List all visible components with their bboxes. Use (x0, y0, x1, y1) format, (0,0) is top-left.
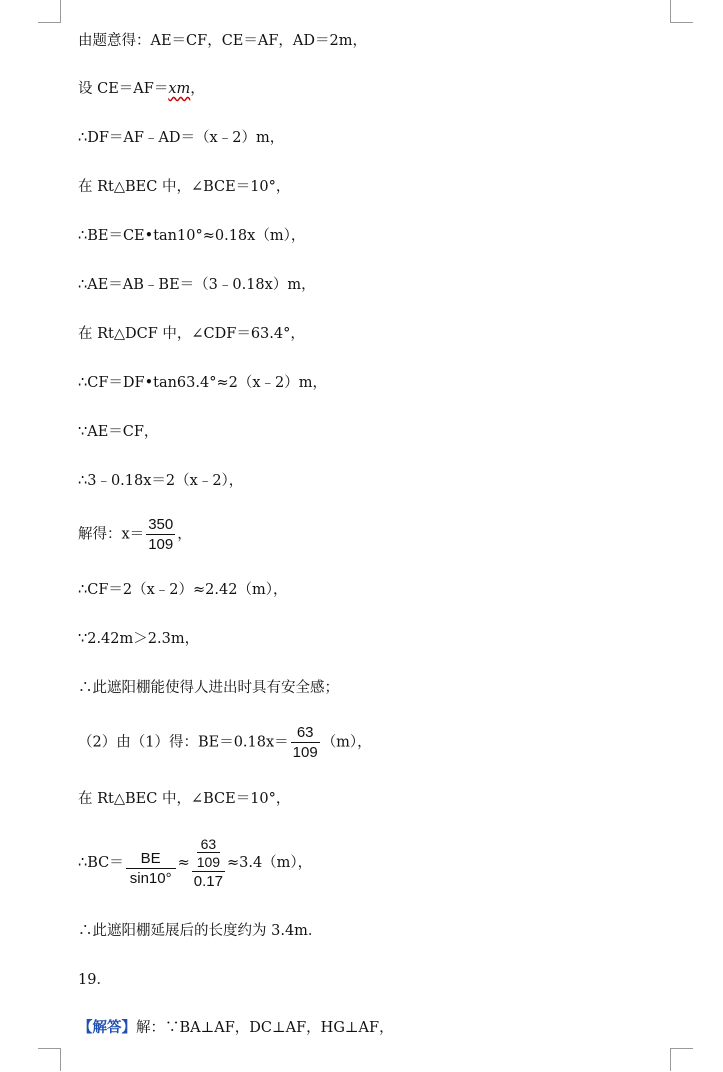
solution-line-6: ∴AE＝AB﹣BE＝（3﹣0.18x）m， (78, 277, 316, 293)
fraction-350-109 (146, 516, 175, 553)
line-15-end: （m）， (321, 734, 372, 751)
line-2-end: ， (190, 81, 205, 97)
solution-line-11 (78, 516, 192, 553)
fraction-denominator: 109 (292, 744, 318, 761)
solution-line-17 (78, 836, 312, 890)
solution-line-7: 在 Rt△DCF 中，∠CDF＝63.4°， (78, 326, 305, 342)
compound-numerator (195, 836, 222, 871)
solution-line-1: 由题意得：AE＝CF，CE＝AF，AD＝2m， (78, 33, 367, 49)
approx-symbol: ≈ (177, 855, 190, 871)
solution-line-5: ∴BE＝CE•tan10°≈0.18x（m）， (78, 228, 306, 244)
corner-mark-bottom-right (670, 1048, 693, 1071)
solution-line-20 (78, 1019, 394, 1037)
solution-line-13: ∵2.42m＞2.3m， (78, 631, 200, 647)
solution-line-16: 在 Rt△BEC 中，∠BCE＝10°， (78, 791, 291, 807)
solution-line-3: ∴DF＝AF﹣AD＝（x﹣2）m， (78, 130, 285, 146)
solution-line-8: ∴CF＝DF•tan63.4°≈2（x﹣2）m， (78, 375, 327, 391)
fraction-denominator: 109 (148, 536, 174, 553)
solution-line-12: ∴CF＝2（x﹣2）≈2.42（m）， (78, 582, 288, 598)
corner-mark-top-right (670, 0, 693, 23)
answer-tag: 【解答】 (78, 1020, 136, 1036)
solution-line-18: ∴此遮阳棚延展后的长度约为 3.4m． (78, 923, 323, 939)
line-2-text: 设 CE＝AF＝ (78, 81, 169, 97)
solution-line-14: ∴此遮阳棚能使得人进出时具有安全感； (78, 680, 339, 696)
line-17-end: ≈3.4（m）， (226, 855, 313, 871)
solution-line-15 (78, 724, 372, 761)
solution-line-9: ∵AE＝CF， (78, 424, 159, 440)
fraction-numerator: BE (140, 849, 161, 867)
line-20-text: 解：∵BA⊥AF，DC⊥AF，HG⊥AF， (136, 1020, 394, 1036)
corner-mark-top-left (38, 0, 61, 23)
line-17-text: ∴BC＝ (78, 855, 124, 871)
solution-line-4: 在 Rt△BEC 中，∠BCE＝10°， (78, 179, 291, 195)
solution-line-2 (78, 80, 205, 98)
fraction-numerator: 63 (296, 724, 314, 741)
fraction-numerator: 350 (148, 516, 174, 533)
fraction-63-109 (291, 724, 320, 761)
line-11-end: ， (177, 526, 192, 543)
fraction-denominator: sin10° (126, 868, 176, 887)
line-2-variable: xm (168, 81, 191, 97)
compound-fraction (192, 836, 225, 890)
inner-numerator: 63 (200, 836, 217, 852)
fraction-be-over-sin10 (126, 850, 176, 887)
compound-denominator: 0.17 (193, 873, 223, 890)
inner-denominator: 109 (196, 854, 221, 870)
inner-fraction (197, 836, 220, 870)
corner-mark-bottom-left (38, 1048, 61, 1071)
line-15-text: （2）由（1）得：BE＝0.18x＝ (78, 734, 289, 751)
solution-line-10: ∴3﹣0.18x＝2（x﹣2）， (78, 473, 244, 489)
question-number: 19． (78, 972, 111, 988)
line-11-text: 解得：x＝ (78, 526, 145, 543)
